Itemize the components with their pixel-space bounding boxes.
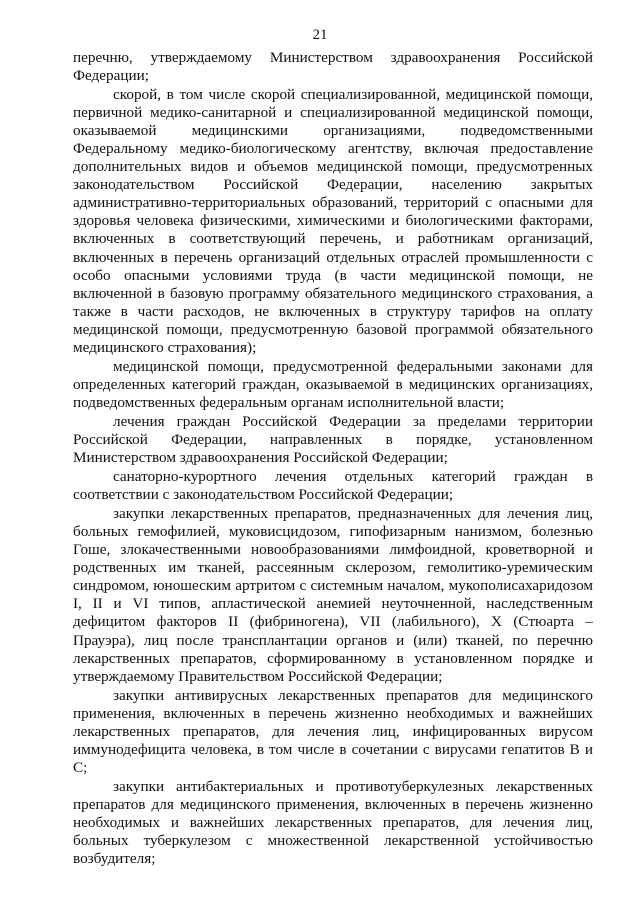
paragraph-5: санаторно-курортного лечения отдельных категорий граждан в соответствии с законодательством Российской Федерации; <box>73 468 593 504</box>
paragraph-1: перечню, утверждаемому Министерством здравоохранения Российской Федерации; <box>73 49 593 85</box>
paragraph-7: закупки антивирусных лекарственных препаратов для медицинского применения, включенных в перечень жизненно необходимых и важнейших лекарственных препаратов, для лечения лиц, инфицированных вирусом иммунодефицита человека, в том числе в сочетании с вирусами гепатитов B и C; <box>73 686 593 776</box>
paragraph-6: закупки лекарственных препаратов, предназначенных для лечения лиц, больных гемофилией, муковисцидозом, гипофизарным нанизмом, болезнью Гоше, злокачественными новообразованиями лимфоидной, кроветворной и родственных им тканей, рассеянным склерозом, гемолитико-уремическим синдромом, юношеским артритом с системным началом, мукополисахаридозом I, II и VI типов, апластической анемией неуточненной, наследственным дефицитом факторов II (фибриногена), VII (лабильного), X (Стюарта – Прауэра), лиц после трансплантации органов и (или) тканей, по перечню лекарственных препаратов, сформированному в установленном порядке и утверждаемому Правительством Российской Федерации; <box>73 505 593 685</box>
paragraph-3: медицинской помощи, предусмотренной федеральными законами для определенных категорий граждан, оказываемой в медицинских организациях, подведомственных федеральным органам исполнительной власти; <box>73 357 593 411</box>
paragraph-8: закупки антибактериальных и противотуберкулезных лекарственных препаратов для медицинского применения, включенных в перечень жизненно необходимых и важнейших лекарственных препаратов, для лечения лиц, больных туберкулезом с множественной лекарственной устойчивостью возбудителя; <box>73 777 593 868</box>
document-body <box>73 49 593 869</box>
paragraph-2: скорой, в том числе скорой специализированной, медицинской помощи, первичной медико-санитарной и специализированной медицинской помощи, оказываемой медицинскими организациями, подведомственными Федеральному медико-биологическому агентству, включая предоставление дополнительных видов и объемов медицинской помощи, предусмотренных законодательством Российской Федерации, населению закрытых административно-территориальных образований, территорий с опасными для здоровья человека физическими, химическими и биологическими факторами, включенных в соответствующий перечень, и работникам организаций, включенных в перечень организаций отдельных отраслей промышленности с особо опасными условиями труда (в части медицинской помощи, не включенной в базовую программу обязательного медицинского страхования, а также в части расходов, не включенных в структуру тарифов на оплату медицинской помощи, предусмотренную базовой программой обязательного медицинского страхования); <box>73 86 593 356</box>
paragraph-4: лечения граждан Российской Федерации за пределами территории Российской Федерации, направленных в порядке, установленном Министерством здравоохранения Российской Федерации; <box>73 412 593 467</box>
page-number: 21 <box>312 27 328 43</box>
